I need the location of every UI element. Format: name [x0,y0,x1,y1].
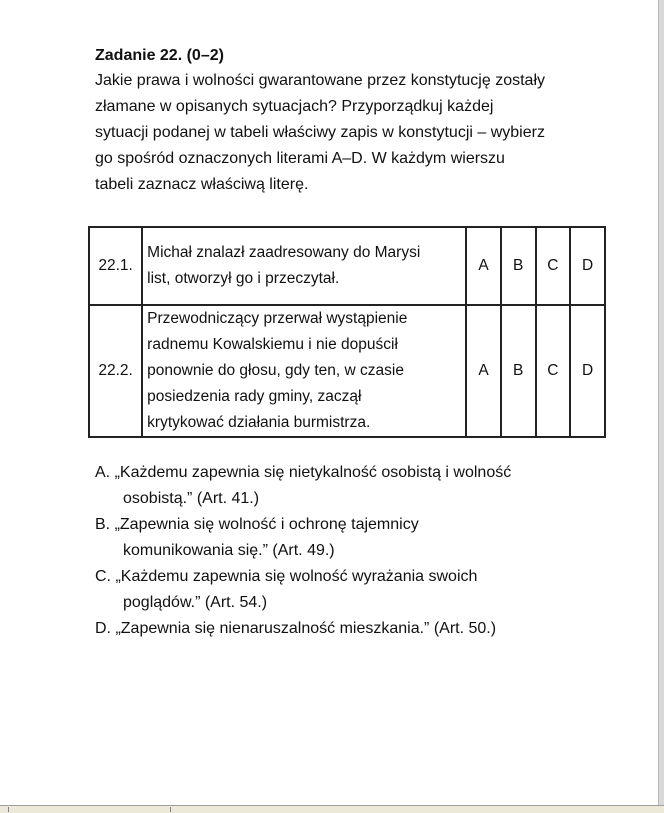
row-number: 22.2. [89,305,142,437]
instruction-line: złamane w opisanych sytuacjach? Przyporządkuj każdej [95,98,494,115]
description-line: Przewodniczący przerwał wystąpienie [147,310,408,327]
description-line: radnemu Kowalskiemu i nie dopuścił [147,336,398,353]
task-title: Zadanie 22. (0–2) [95,47,224,64]
instruction-line: go spośród oznaczonych literami A–D. W każdym wierszu [95,150,505,167]
page-edge [658,0,664,805]
answer-text-continued: osobistą.” (Art. 41.) [123,490,260,507]
option-b[interactable]: B [501,305,536,437]
description-line: ponownie do głosu, gdy ten, w czasie [147,362,404,379]
description-line: Michał znalazł zaadresowany do Marysi [147,244,421,261]
answer-options-list [95,460,615,642]
answer-text: A. „Każdemu zapewnia się nietykalność osobistą i wolność [95,464,512,481]
instruction-line: Jakie prawa i wolności gwarantowane przez konstytucję zostały [95,72,545,89]
option-a[interactable]: A [466,227,501,305]
situation-description [142,305,466,437]
horizontal-scrollbar[interactable] [0,805,664,813]
description-line: list, otworzył go i przeczytał. [147,270,340,287]
answer-text: D. „Zapewnia się nienaruszalność mieszkania.” (Art. 50.) [95,620,497,637]
answer-text-continued: poglądów.” (Art. 54.) [123,594,268,611]
instruction-line: sytuacji podanej w tabeli właściwy zapis w konstytucji – wybierz [95,124,545,141]
answer-text-continued: komunikowania się.” (Art. 49.) [123,542,335,559]
description-line: posiedzenia rady gminy, zaczął [147,388,362,405]
answer-option-a [95,460,615,512]
answer-text: B. „Zapewnia się wolność i ochronę tajemnicy [95,516,419,533]
answer-option-b [95,512,615,564]
option-c[interactable]: C [536,227,571,305]
description-line: krytykować działania burmistrza. [147,414,371,431]
table-row [89,227,605,305]
answer-text: C. „Każdemu zapewnia się wolność wyrażania swoich [95,568,478,585]
situation-description [142,227,466,305]
row-number: 22.1. [89,227,142,305]
option-b[interactable]: B [501,227,536,305]
scroll-marker [8,807,9,812]
option-c[interactable]: C [536,305,571,437]
scroll-marker [170,807,171,812]
answer-option-d [95,616,615,642]
task-header [95,44,615,198]
option-d[interactable]: D [570,227,605,305]
task-instructions [95,68,615,198]
matching-table [88,226,606,438]
instruction-line: tabeli zaznacz właściwą literę. [95,176,309,193]
option-d[interactable]: D [570,305,605,437]
option-a[interactable]: A [466,305,501,437]
answer-option-c [95,564,615,616]
table-row [89,305,605,437]
